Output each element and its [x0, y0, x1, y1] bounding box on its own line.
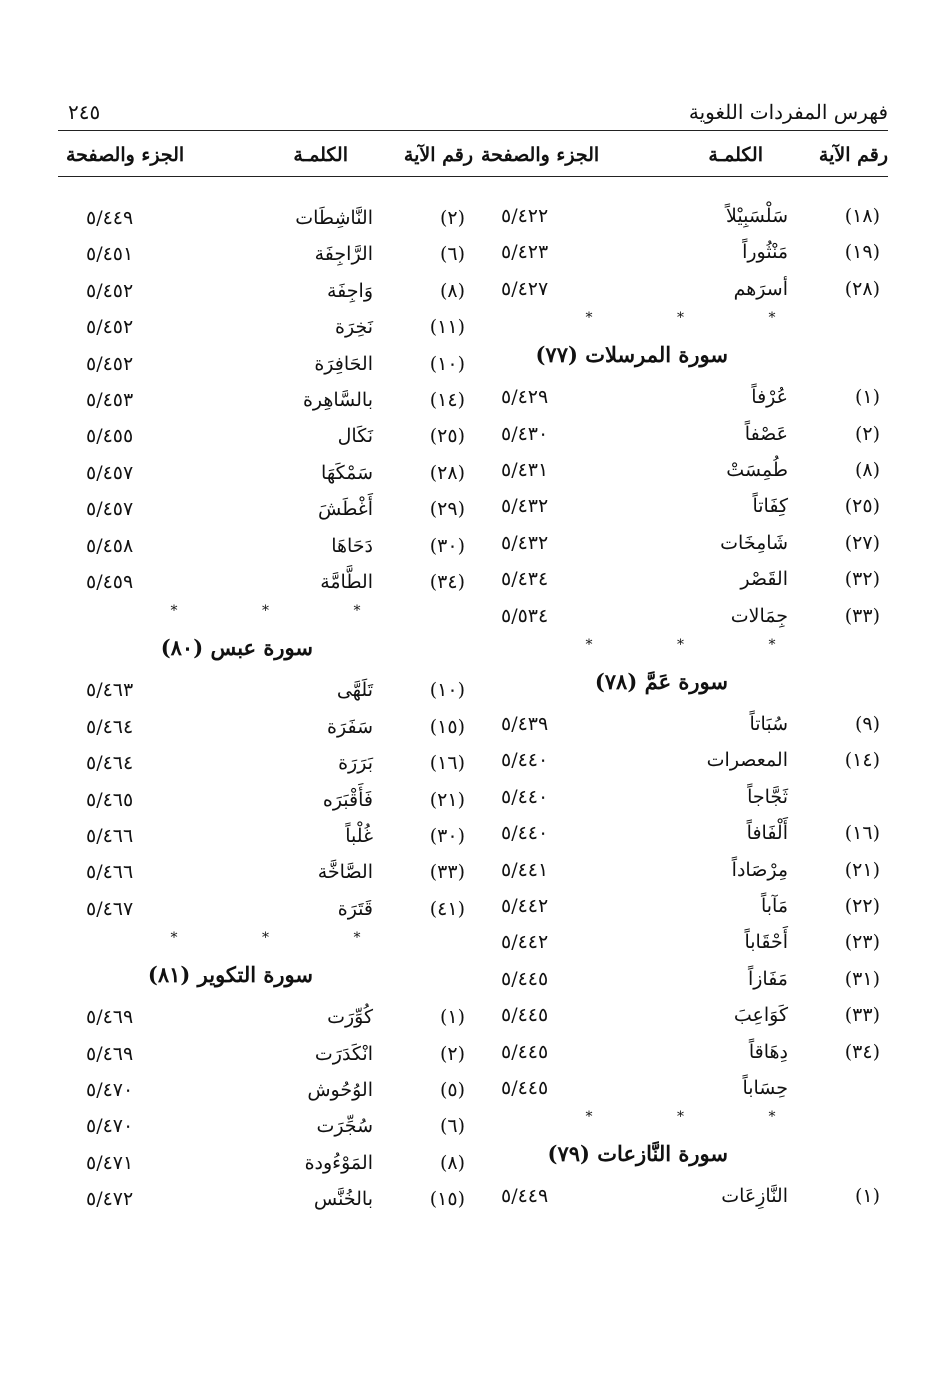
index-word: سُبَاتاً [749, 713, 788, 735]
index-word: المَوْءُودة [304, 1151, 373, 1174]
index-entry [58, 351, 473, 387]
section-separator [473, 310, 888, 330]
index-word: عُرْفاً [751, 386, 788, 409]
aya-number: (٣٣) [844, 604, 880, 627]
index-entry [473, 530, 888, 566]
index-entry [473, 457, 888, 493]
index-word: سَمْكَهَا [321, 461, 373, 484]
volume-page: ٥/٤٤٠ [501, 785, 549, 808]
index-word: الطَّامَّة [320, 571, 373, 593]
volume-page: ٥/٤٦٩ [86, 1006, 134, 1029]
aya-number: (٢٣) [844, 931, 880, 954]
volume-page: ٥/٤٥٢ [86, 316, 134, 339]
aya-number: (٣٤) [844, 1040, 880, 1063]
section-separator [58, 603, 473, 623]
index-word: جِمَالات [730, 604, 788, 627]
index-word: القَصْر [740, 568, 788, 591]
aya-number: (٣٣) [844, 1004, 880, 1027]
aya-number: (٥) [439, 1079, 465, 1101]
running-title: فهرس المفردات اللغوية [688, 100, 888, 124]
index-word: الوُحُوش [307, 1079, 373, 1101]
index-word: فَأَقْبَرَه [322, 788, 373, 811]
header-word: الكلمـة [708, 144, 763, 166]
volume-page: ٥/٤٧٠ [86, 1079, 134, 1101]
aya-number: (٩) [854, 713, 880, 735]
separator-stars: * * * [585, 310, 816, 327]
index-word: ثَجَّاجاً [747, 785, 788, 808]
aya-number: (١٥) [429, 715, 465, 738]
volume-page: ٥/٤٤٩ [86, 207, 134, 229]
separator-stars: * * * [170, 603, 401, 620]
header-word: الكلمـة [293, 144, 348, 166]
aya-number: (٦) [439, 243, 465, 266]
index-entry [58, 677, 473, 713]
index-entry [473, 893, 888, 929]
index-word: الحَافِرَة [314, 352, 373, 375]
aya-number: (١٨) [844, 205, 880, 227]
header-volume-page: الجزء والصفحة [66, 144, 185, 166]
sura-heading [473, 342, 888, 376]
volume-page: ٥/٤٥١ [86, 243, 134, 266]
volume-page: ٥/٤٤٩ [501, 1185, 549, 1208]
index-entry [58, 496, 473, 532]
aya-number: (١٠) [429, 679, 465, 702]
index-entry [473, 1002, 888, 1038]
index-entry [473, 566, 888, 602]
aya-number: (٨) [439, 279, 465, 302]
header-volume-page: الجزء والصفحة [481, 144, 600, 166]
index-entry [58, 1150, 473, 1186]
column-header [473, 140, 888, 177]
volume-page: ٥/٤٥٥ [86, 425, 134, 448]
column-header [58, 140, 473, 177]
volume-page: ٥/٤٤٥ [501, 1040, 549, 1063]
header-aya-number: رقم الآية [818, 144, 888, 166]
index-entry [473, 1039, 888, 1075]
volume-page: ٥/٤٦٦ [86, 825, 134, 847]
index-entry [58, 859, 473, 895]
aya-number: (١) [439, 1006, 465, 1029]
aya-number: (١٥) [429, 1188, 465, 1211]
volume-page: ٥/٤٧١ [86, 1151, 134, 1174]
index-word: نَكَال [337, 425, 373, 448]
index-entry [473, 929, 888, 965]
volume-page: ٥/٤٢٣ [501, 241, 549, 264]
volume-page: ٥/٤٦٥ [86, 788, 134, 811]
page-header [58, 100, 888, 131]
index-entry [473, 966, 888, 1002]
index-entry [473, 711, 888, 747]
right-column-body [473, 177, 888, 1357]
index-word: طُمِسَتْ [726, 459, 788, 481]
index-word: بَرَرَة [338, 752, 373, 775]
index-entry [58, 1077, 473, 1113]
index-word: عَصْفاً [744, 422, 788, 445]
aya-number: (٢٨) [429, 461, 465, 484]
index-entry [473, 276, 888, 312]
volume-page: ٥/٤٤٢ [501, 895, 549, 917]
index-entry [58, 1004, 473, 1040]
index-word: نَخِرَة [335, 316, 373, 339]
volume-page: ٥/٤٣٢ [501, 495, 549, 518]
volume-page: ٥/٤٣٠ [501, 422, 549, 445]
index-entry [58, 1186, 473, 1222]
index-entry [58, 533, 473, 569]
volume-page: ٥/٤٧٠ [86, 1115, 134, 1138]
section-separator [473, 637, 888, 657]
index-word: أَلْفَافاً [746, 822, 788, 845]
aya-number: (١٤) [844, 749, 880, 772]
volume-page: ٥/٤٥٩ [86, 571, 134, 593]
volume-page: ٥/٤٦٧ [86, 897, 134, 920]
volume-page: ٥/٤٤٠ [501, 822, 549, 845]
aya-number: (٢) [854, 422, 880, 445]
volume-page: ٥/٤٢٩ [501, 386, 549, 409]
volume-page: ٥/٤٦٤ [86, 715, 134, 738]
aya-number: (٨) [439, 1151, 465, 1174]
volume-page: ٥/٤٦٩ [86, 1042, 134, 1065]
aya-number: (١٦) [844, 822, 880, 845]
sura-title-text: سورة التكوير (٨١) [147, 962, 313, 988]
aya-number: (١١) [429, 316, 465, 339]
index-entry [58, 787, 473, 823]
index-entry [473, 857, 888, 893]
index-entry [58, 750, 473, 786]
index-word: بالخُنَّس [313, 1188, 373, 1211]
index-word: مَنْثُوراً [742, 241, 788, 264]
index-entry [473, 1075, 888, 1111]
separator-stars: * * * [585, 1109, 816, 1126]
index-entry [58, 423, 473, 459]
sura-heading [473, 1141, 888, 1175]
index-entry [473, 239, 888, 275]
volume-page: ٥/٤٤٢ [501, 931, 549, 954]
index-entry [473, 747, 888, 783]
volume-page: ٥/٤٦٣ [86, 679, 134, 702]
index-entry [58, 205, 473, 241]
aya-number: (٢٧) [844, 531, 880, 554]
volume-page: ٥/٤٥٧ [86, 498, 134, 521]
index-word: أَحْقَاباً [744, 931, 788, 954]
index-word: بالسَّاهِرة [302, 389, 373, 411]
aya-number: (٣٤) [429, 571, 465, 593]
sura-title-text: سورة عَمَّ (٧٨) [594, 669, 728, 694]
index-entry [473, 203, 888, 239]
index-entry [473, 820, 888, 856]
aya-number: (١٤) [429, 389, 465, 411]
separator-stars: * * * [585, 637, 816, 653]
index-entry [58, 278, 473, 314]
aya-number: (١) [854, 1185, 880, 1208]
volume-page: ٥/٤٤٥ [501, 967, 549, 990]
index-word: النَّاشِطَات [295, 207, 373, 229]
index-word: النَّازِعَات [721, 1185, 788, 1208]
index-word: الرَّاجِفَة [314, 243, 373, 266]
index-word: تَلَهَّى [336, 679, 373, 702]
volume-page: ٥/٤٥٢ [86, 352, 134, 375]
aya-number: (٢١) [429, 788, 465, 811]
index-word: مِرْصَاداً [731, 858, 788, 881]
index-word: كُوِّرَت [327, 1006, 373, 1029]
index-word: انْكَدَرَت [314, 1042, 373, 1065]
index-entry [58, 460, 473, 496]
volume-page: ٥/٤٣١ [501, 459, 549, 481]
index-entry [473, 421, 888, 457]
index-entry [58, 387, 473, 423]
volume-page: ٥/٤٢٧ [501, 277, 549, 300]
aya-number: (٢٩) [429, 498, 465, 521]
aya-number: (٣٠) [429, 534, 465, 557]
section-separator [473, 1109, 888, 1129]
index-word: غُلْباً [345, 825, 373, 847]
left-column-body [58, 177, 473, 1357]
index-entry [58, 1113, 473, 1149]
aya-number: (٤١) [429, 897, 465, 920]
index-entry [473, 493, 888, 529]
volume-page: ٥/٤٥٢ [86, 279, 134, 302]
volume-page: ٥/٤٥٣ [86, 389, 134, 411]
index-word: مَفَازاً [747, 967, 788, 990]
aya-number: (٢٢) [844, 895, 880, 917]
index-entry [58, 1041, 473, 1077]
index-word: المعصرات [706, 749, 788, 772]
index-entry [58, 314, 473, 350]
index-word: دَحَاهَا [331, 534, 373, 557]
section-separator [58, 930, 473, 950]
index-entry [58, 714, 473, 750]
aya-number: (٦) [439, 1115, 465, 1138]
index-word: أسرَهم [733, 277, 788, 300]
volume-page: ٥/٥٣٤ [501, 604, 549, 627]
index-word: أَغْطَشَ [317, 498, 373, 521]
sura-heading [473, 669, 888, 703]
aya-number: (٣١) [844, 967, 880, 990]
aya-number: (٢) [439, 1042, 465, 1065]
aya-number: (٣٢) [844, 568, 880, 591]
volume-page: ٥/٤٥٨ [86, 534, 134, 557]
aya-number: (١٦) [429, 752, 465, 775]
index-entry [58, 241, 473, 277]
index-word: شَامِخَات [720, 531, 788, 554]
volume-page: ٥/٤٦٦ [86, 861, 134, 884]
aya-number: (٢١) [844, 858, 880, 881]
index-entry [58, 569, 473, 605]
aya-number: (٢٥) [844, 495, 880, 518]
index-word: كَوَاعِبَ [733, 1004, 788, 1027]
volume-page: ٥/٤٦٤ [86, 752, 134, 775]
sura-heading [58, 962, 473, 996]
volume-page: ٥/٤٤٥ [501, 1077, 549, 1099]
volume-page: ٥/٤٤٠ [501, 749, 549, 772]
volume-page: ٥/٤٥٧ [86, 461, 134, 484]
index-word: قَتَرَة [337, 897, 373, 920]
index-entry [473, 1183, 888, 1219]
index-word: سَفَرَة [327, 715, 373, 738]
volume-page: ٥/٤٤٥ [501, 1004, 549, 1027]
aya-number: (٣٣) [429, 861, 465, 884]
index-word: سَلْسَبِيْلاً [726, 205, 788, 227]
index-word: دِهَاقاً [748, 1040, 788, 1063]
sura-title-text: سورة المرسلات (٧٧) [535, 342, 728, 368]
header-aya-number: رقم الآية [403, 144, 473, 166]
sura-heading [58, 635, 473, 669]
right-column [473, 140, 888, 1357]
aya-number: (٢٨) [844, 277, 880, 300]
index-entry [473, 603, 888, 639]
page-number: ٢٤٥ [68, 100, 101, 124]
volume-page: ٥/٤٤١ [501, 858, 549, 881]
index-word: وَاجِفَة [327, 279, 373, 302]
sura-title-text: سورة عبس (٨٠) [160, 635, 313, 661]
index-word: الصَّاخَّة [317, 861, 373, 884]
aya-number: (٨) [854, 459, 880, 481]
volume-page: ٥/٤٢٢ [501, 205, 549, 227]
index-entry [58, 823, 473, 859]
volume-page: ٥/٤٣٢ [501, 531, 549, 554]
index-word: كِفَاتاً [752, 495, 788, 518]
volume-page: ٥/٤٧٢ [86, 1188, 134, 1211]
aya-number: (٢) [439, 207, 465, 229]
aya-number: (٣٠) [429, 825, 465, 847]
aya-number: (٢٥) [429, 425, 465, 448]
volume-page: ٥/٤٣٤ [501, 568, 549, 591]
separator-stars: * * * [170, 930, 401, 947]
index-entry [58, 896, 473, 932]
aya-number: (١) [854, 386, 880, 409]
index-word: حِسَاباً [742, 1077, 788, 1099]
index-entry [473, 784, 888, 820]
left-column [58, 140, 473, 1357]
index-word: مَآباً [760, 895, 788, 917]
index-entry [473, 384, 888, 420]
aya-number: (١٩) [844, 241, 880, 264]
sura-title-text: سورة النَّازعات (٧٩) [547, 1141, 728, 1167]
volume-page: ٥/٤٣٩ [501, 713, 549, 735]
index-word: سُجِّرَت [316, 1115, 373, 1138]
aya-number: (١٠) [429, 352, 465, 375]
